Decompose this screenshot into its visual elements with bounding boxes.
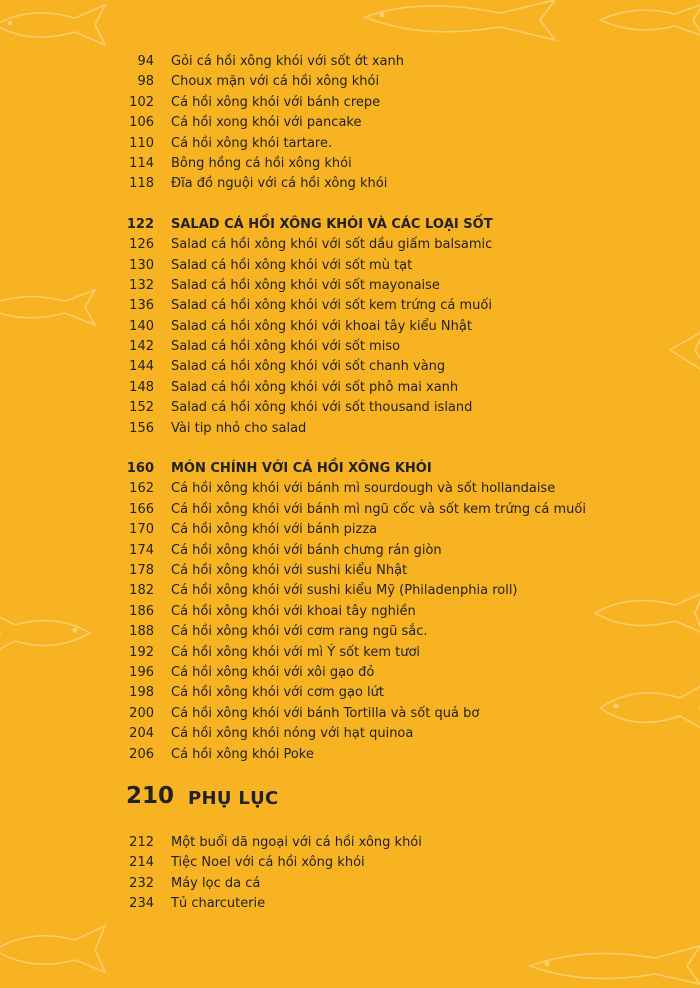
fish-illustration-top-left xyxy=(0,0,110,50)
fish-illustration-top-right xyxy=(595,0,700,40)
toc-entry xyxy=(0,52,700,72)
toc-entry xyxy=(0,235,700,255)
toc-entry xyxy=(0,378,700,398)
toc-entry xyxy=(0,419,700,439)
page-number: 118 xyxy=(129,176,154,192)
toc-entry xyxy=(0,724,700,744)
page-number: 140 xyxy=(129,318,154,334)
entry-title: Cá hồi xông khói với bánh chưng rán giòn xyxy=(171,542,442,558)
page-number: 114 xyxy=(129,155,154,171)
entry-title: Tiệc Noel với cá hồi xông khói xyxy=(171,855,365,871)
section-title: SALAD CÁ HỒI XÔNG KHÓI VÀ CÁC LOẠI SỐT xyxy=(171,216,493,232)
table-of-contents xyxy=(0,52,700,914)
toc-entry xyxy=(0,134,700,154)
entry-title: Cá hồi xông khói Poke xyxy=(171,746,314,762)
toc-entry xyxy=(0,745,700,765)
toc-entry xyxy=(0,663,700,683)
page-number: 126 xyxy=(129,237,154,253)
entry-title: Cá hồi xông khói với sushi kiểu Nhật xyxy=(171,562,408,578)
toc-entry xyxy=(0,602,700,622)
page-number: 148 xyxy=(129,379,154,395)
toc-entry xyxy=(0,500,700,520)
entry-title: Đĩa đồ nguội với cá hồi xông khói xyxy=(171,176,388,192)
toc-entry xyxy=(0,581,700,601)
fish-illustration-bottom-left xyxy=(0,920,110,980)
entry-title: Cá hồi xông khói với bánh mì ngũ cốc và sốt kem trứng cá muối xyxy=(171,501,586,517)
toc-entry xyxy=(0,398,700,418)
toc-group-continued xyxy=(0,52,700,195)
entry-title: Cá hồi xông khói với mì Ý sốt kem tươi xyxy=(171,644,421,660)
page-number: 204 xyxy=(129,726,154,742)
fish-illustration-top-center xyxy=(360,0,560,45)
page-number: 142 xyxy=(129,339,154,355)
toc-entry xyxy=(0,113,700,133)
page-number: 156 xyxy=(129,420,154,436)
page-number: 144 xyxy=(129,359,154,375)
entry-title: Cá hồi xông khói với bánh pizza xyxy=(171,522,378,538)
toc-entry xyxy=(0,833,700,853)
entry-title: Cá hồi xông khói với cơm gạo lứt xyxy=(171,685,384,701)
page-number: 152 xyxy=(129,400,154,416)
entry-title: Cá hồi xông khói nóng với hạt quinoa xyxy=(171,726,414,742)
entry-title: Cá hồi xông khói với bánh Tortilla và sốt quả bơ xyxy=(171,705,480,721)
page-number: 212 xyxy=(129,834,154,850)
entry-title: Salad cá hồi xông khói với sốt mayonaise xyxy=(171,277,440,293)
toc-entry xyxy=(0,704,700,724)
entry-title: Cá hồi xông khói với khoai tây nghiền xyxy=(171,603,416,619)
section-title: MÓN CHÍNH VỚI CÁ HỒI XÔNG KHÓI xyxy=(171,461,432,477)
page-number: 170 xyxy=(129,522,154,538)
entry-title: Tủ charcuterie xyxy=(171,896,266,912)
toc-entry xyxy=(0,276,700,296)
appendix-heading xyxy=(0,765,700,823)
entry-title: Cá hồi xông khói với cơm rang ngũ sắc. xyxy=(171,624,428,640)
page-number: 98 xyxy=(137,74,154,90)
section-heading xyxy=(0,459,700,479)
toc-group-appendix xyxy=(0,833,700,915)
appendix-page-number: 210 xyxy=(126,782,175,809)
entry-title: Salad cá hồi xông khói với sốt dầu giấm balsamic xyxy=(171,237,493,253)
page-number: 110 xyxy=(129,135,154,151)
entry-title: Cá hồi xông khói với xôi gạo đỏ xyxy=(171,664,375,680)
page-number: 214 xyxy=(129,855,154,871)
toc-entry xyxy=(0,561,700,581)
toc-entry xyxy=(0,853,700,873)
toc-entry xyxy=(0,357,700,377)
fish-illustration-bottom-right xyxy=(525,940,700,988)
entry-title: Bông hồng cá hồi xông khói xyxy=(171,155,352,171)
page-number: 102 xyxy=(129,94,154,110)
toc-entry xyxy=(0,479,700,499)
toc-entry xyxy=(0,317,700,337)
entry-title: Gỏi cá hồi xông khói với sốt ớt xanh xyxy=(171,54,404,69)
entry-title: Cá hồi xông khói với sushi kiểu Mỹ (Philadenphia roll) xyxy=(171,583,518,599)
page-number: 132 xyxy=(129,277,154,293)
page-number: 162 xyxy=(129,481,154,497)
page-number: 198 xyxy=(129,685,154,701)
toc-entry xyxy=(0,296,700,316)
entry-title: Salad cá hồi xông khói với sốt kem trứng cá muối xyxy=(171,298,492,314)
toc-entry xyxy=(0,683,700,703)
page-number: 136 xyxy=(129,298,154,314)
toc-entry xyxy=(0,622,700,642)
page-number: 94 xyxy=(137,54,154,69)
toc-group-salad xyxy=(0,215,700,439)
entry-title: Cá hồi xông khói với bánh crepe xyxy=(171,94,381,110)
section-heading xyxy=(0,215,700,235)
page-number: 200 xyxy=(129,705,154,721)
toc-entry xyxy=(0,72,700,92)
page-number: 206 xyxy=(129,746,154,762)
page-number: 166 xyxy=(129,501,154,517)
entry-title: Salad cá hồi xông khói với sốt thousand island xyxy=(171,400,473,416)
entry-title: Salad cá hồi xông khói với khoai tây kiểu Nhật xyxy=(171,318,472,334)
page-number: 196 xyxy=(129,664,154,680)
toc-entry xyxy=(0,643,700,663)
page-number: 174 xyxy=(129,542,154,558)
entry-title: Cá hồi xông khói tartare. xyxy=(171,135,333,151)
entry-title: Máy lọc da cá xyxy=(171,875,261,891)
page-number: 130 xyxy=(129,257,154,273)
page-number: 178 xyxy=(129,562,154,578)
toc-entry xyxy=(0,154,700,174)
toc-entry xyxy=(0,874,700,894)
toc-entry xyxy=(0,337,700,357)
entry-title: Cá hồi xong khói với pancake xyxy=(171,115,362,131)
toc-entry xyxy=(0,520,700,540)
page-number: 186 xyxy=(129,603,154,619)
page-number: 160 xyxy=(126,461,154,477)
entry-title: Choux mặn với cá hồi xông khói xyxy=(171,74,380,90)
toc-group-main-dishes xyxy=(0,459,700,765)
entry-title: Salad cá hồi xông khói với sốt phô mai xanh xyxy=(171,379,459,395)
page-number: 122 xyxy=(126,216,154,232)
entry-title: Salad cá hồi xông khói với sốt miso xyxy=(171,339,401,355)
page-number: 182 xyxy=(129,583,154,599)
entry-title: Salad cá hồi xông khói với sốt mù tạt xyxy=(171,257,413,273)
toc-entry xyxy=(0,174,700,194)
toc-entry xyxy=(0,93,700,113)
toc-entry xyxy=(0,894,700,914)
appendix-title: PHỤ LỤC xyxy=(188,787,279,809)
page-number: 188 xyxy=(129,624,154,640)
page-number: 234 xyxy=(129,896,154,912)
entry-title: Cá hồi xông khói với bánh mì sourdough và sốt hollandaise xyxy=(171,481,556,497)
toc-entry xyxy=(0,256,700,276)
page-number: 106 xyxy=(129,115,154,131)
toc-entry xyxy=(0,541,700,561)
page-number: 192 xyxy=(129,644,154,660)
entry-title: Salad cá hồi xông khói với sốt chanh vàng xyxy=(171,359,446,375)
page-number: 232 xyxy=(129,875,154,891)
entry-title: Một buổi dã ngoại với cá hồi xông khói xyxy=(171,834,422,850)
entry-title: Vài tip nhỏ cho salad xyxy=(171,420,307,436)
